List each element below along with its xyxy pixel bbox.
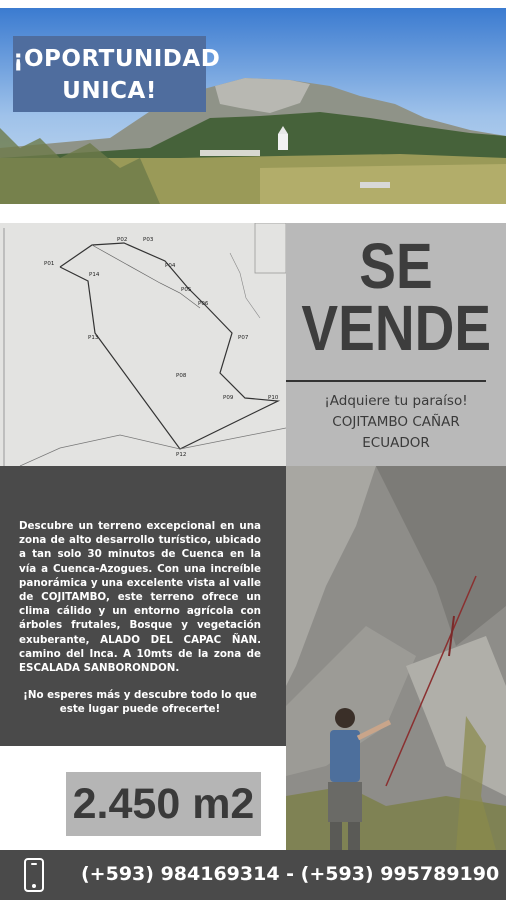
phone-numbers[interactable]: (+593) 984169314 - (+593) 995789190 (81, 863, 500, 885)
point-label: P04 (165, 263, 176, 269)
point-label: P01 (44, 261, 55, 267)
contact-footer (0, 850, 506, 900)
title-line-1: SE (359, 230, 433, 302)
point-label: P13 (88, 335, 99, 341)
point-label: P12 (176, 452, 187, 458)
point-label: P09 (223, 395, 234, 401)
point-label: P08 (176, 373, 187, 379)
point-label: P06 (198, 301, 209, 307)
climbing-photo (286, 466, 506, 850)
point-label: P02 (117, 237, 128, 243)
location-line-1: COJITAMBO CAÑAR (332, 414, 460, 430)
phone-icon (24, 858, 44, 892)
opportunity-badge (13, 36, 221, 112)
point-label: P10 (268, 395, 279, 401)
point-label: P05 (181, 287, 192, 293)
tagline: ¡Adquiere tu paraíso! (324, 393, 468, 409)
badge-line-2: UNICA! (62, 78, 157, 104)
description-panel (0, 466, 286, 746)
description-body: Descubre un terreno excepcional en una zona de alto desarrollo turístico, ubicado a tan solo 30 minutos de Cuenca en la vía a Cuenca-Azogues. Con una increíble panorámica y una excelente vista al valle de COJITAMBO, este terreno ofrece un clima cálido y un entorno agrícola con árboles frutales, Bosque y vegetación exuberante, ALADO DEL CAPAC ÑAN. camino del Inca. A 10mts de la zona de ESCALADA SANBORONDON. (19, 520, 261, 675)
point-label: P03 (143, 237, 154, 243)
location-line-2: ECUADOR (362, 435, 430, 451)
divider (286, 380, 486, 382)
area-value: 2.450 m2 (66, 772, 261, 836)
rock-climber-scene (286, 466, 506, 850)
hero-photo (0, 8, 506, 204)
point-label: P14 (89, 272, 100, 278)
for-sale-panel (286, 223, 506, 466)
point-label: P07 (238, 335, 249, 341)
description-cta: ¡No esperes más y descubre todo lo que este lugar puede ofrecerte! (23, 689, 257, 716)
land-survey-map (0, 223, 286, 466)
title-line-2: VENDE (301, 292, 492, 364)
for-sale-title (301, 230, 492, 364)
badge-line-1: ¡OPORTUNIDAD (13, 46, 221, 72)
survey-plot-drawing (0, 223, 286, 466)
